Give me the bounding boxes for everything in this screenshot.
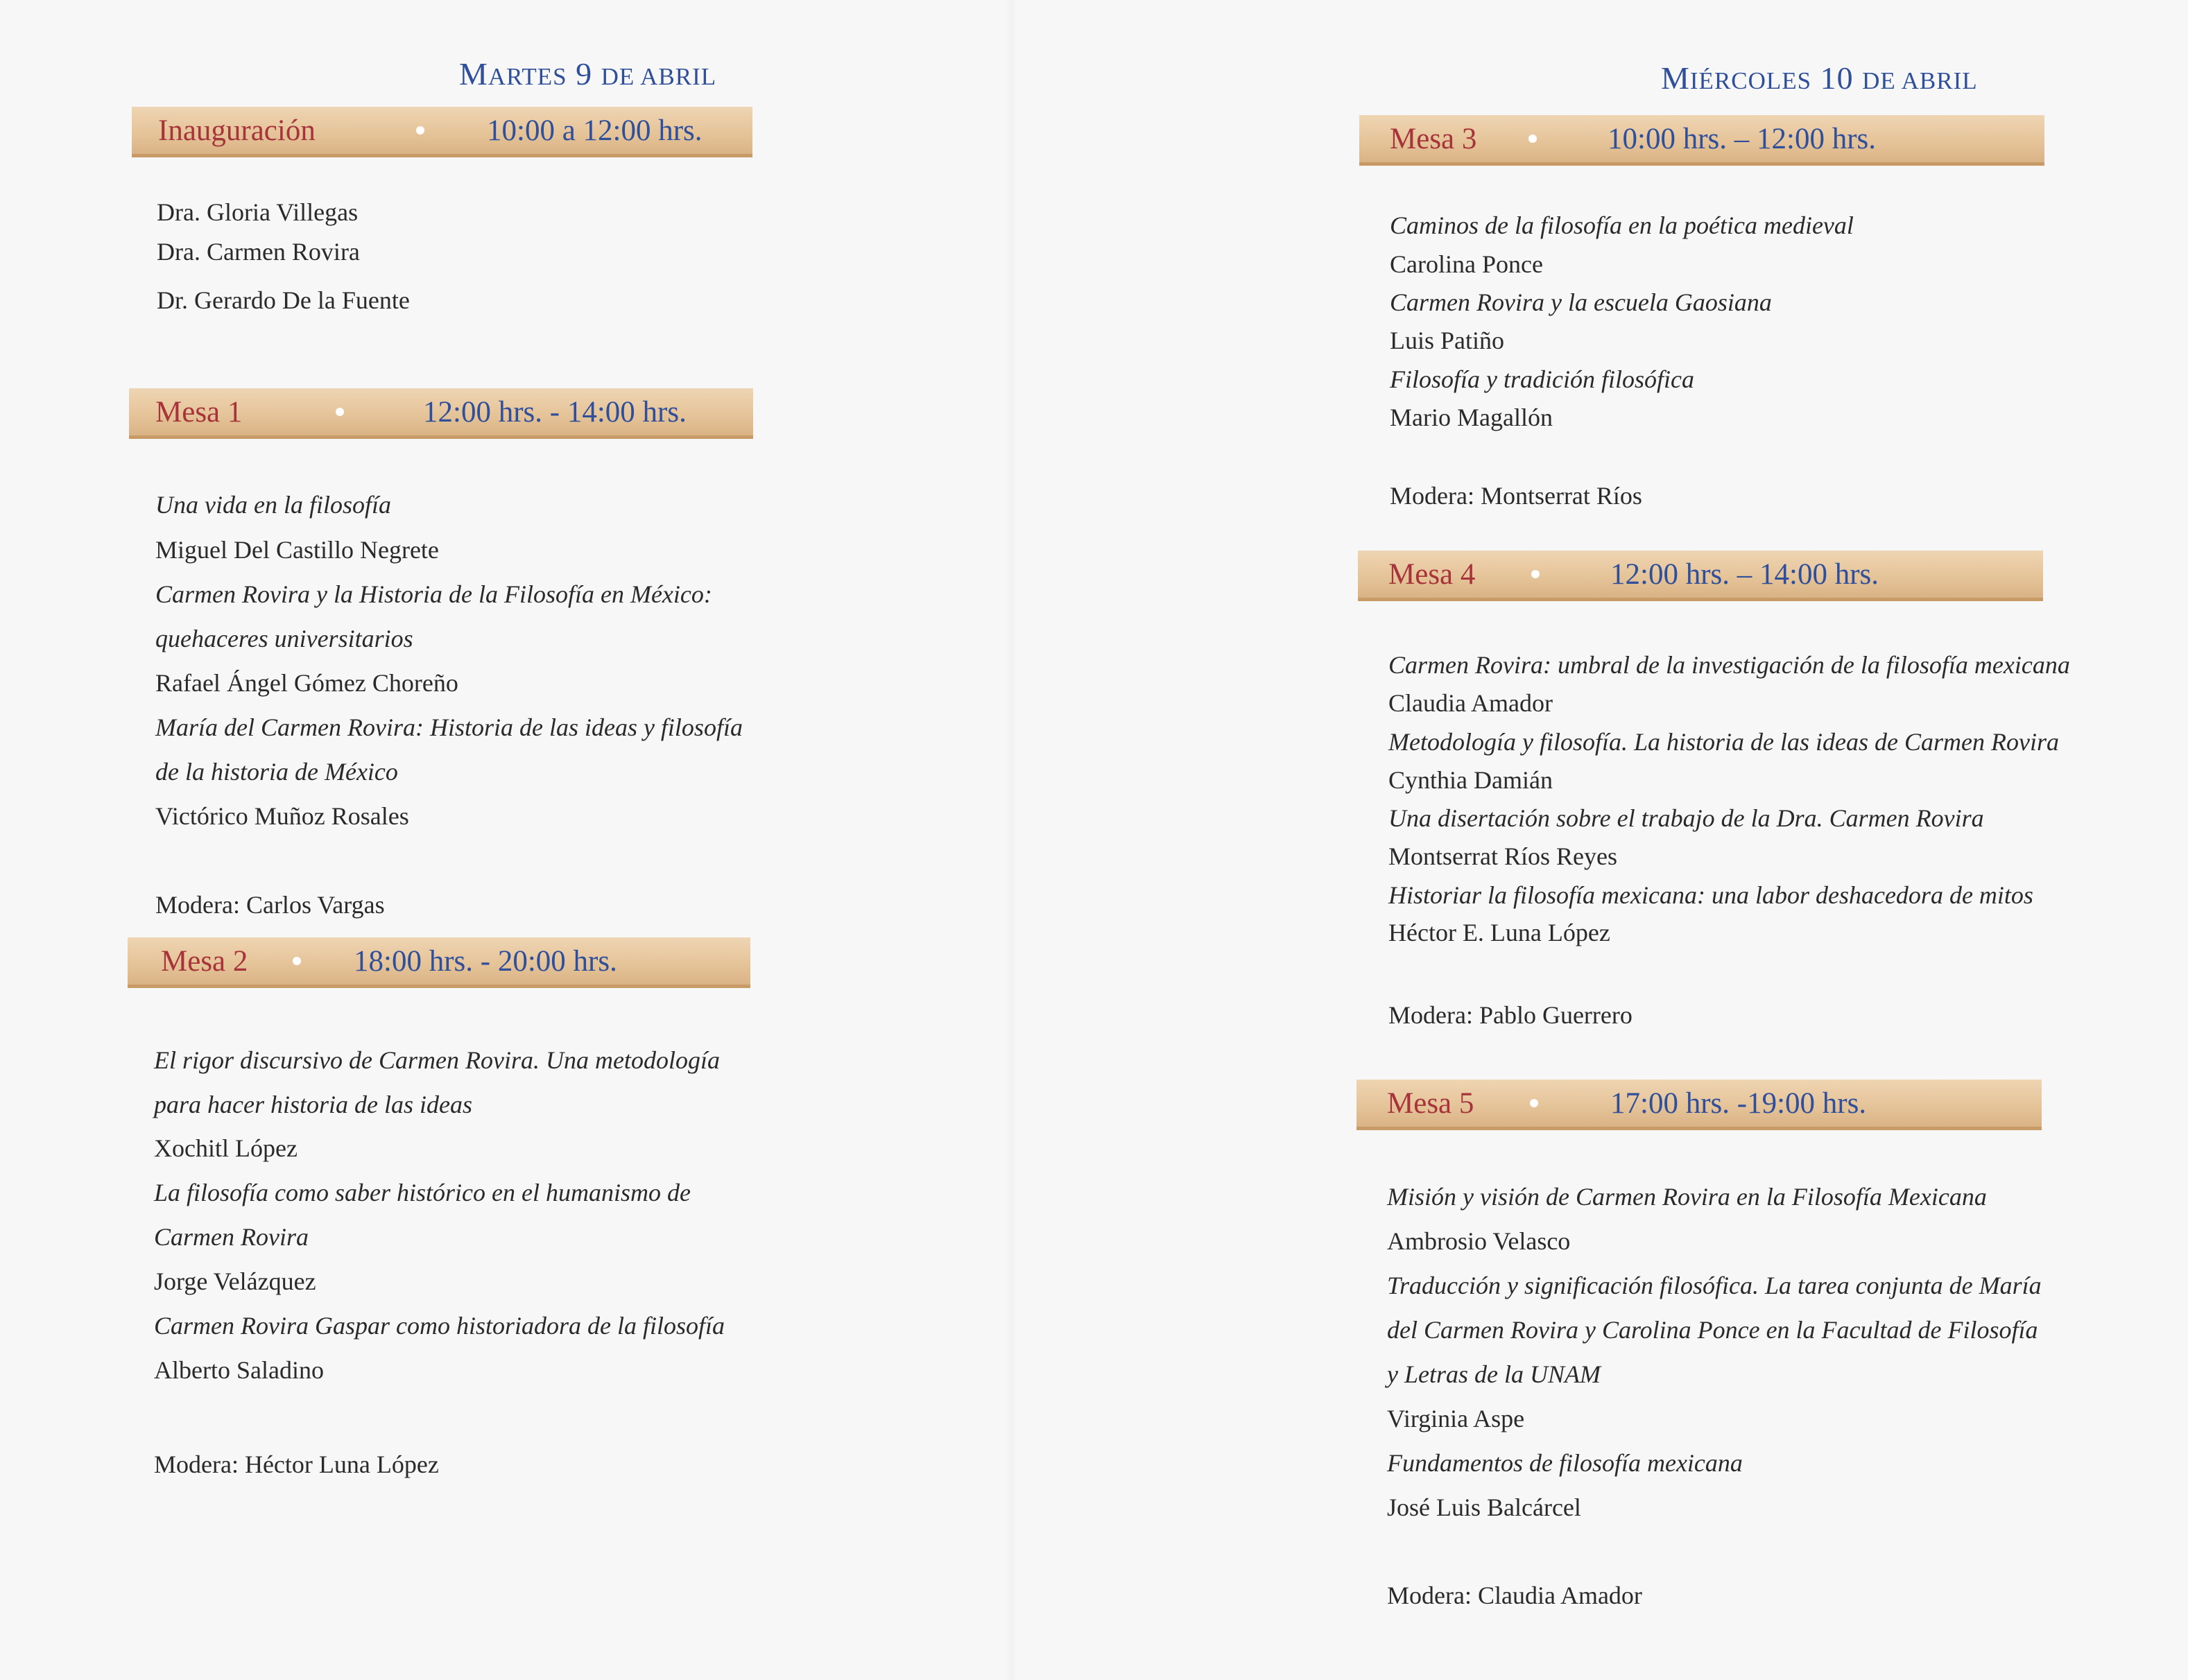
speaker-name: Victórico Muñoz Rosales [155, 802, 409, 830]
moderator: Modera: Héctor Luna López [154, 1450, 439, 1478]
talk-title: del Carmen Rovira y Carolina Ponce en la Facultad de Filosofía [1387, 1316, 2038, 1344]
talk-title: para hacer historia de las ideas [154, 1091, 472, 1118]
speaker-name: Alberto Saladino [154, 1356, 324, 1384]
talk-title: Una disertación sobre el trabajo de la Dra. Carmen Rovira [1388, 804, 1984, 832]
session-time: 12:00 hrs. - 14:00 hrs. [423, 396, 687, 428]
speaker-name: Jorge Velázquez [154, 1267, 316, 1295]
session-band-inauguracion [132, 107, 752, 154]
left-page [0, 0, 1082, 1680]
session-band-mesa-2 [128, 937, 750, 985]
talk-title: Filosofía y tradición filosófica [1390, 365, 1694, 393]
speaker-name: Xochitl López [154, 1134, 298, 1162]
talk-title: Traducción y significación filosófica. La tarea conjunta de María [1387, 1272, 2042, 1299]
session-time: 12:00 hrs. – 14:00 hrs. [1610, 558, 1879, 591]
entry-name: Dr. Gerardo De la Fuente [157, 286, 410, 314]
speaker-name: Montserrat Ríos Reyes [1388, 842, 1617, 870]
talk-title: Carmen Rovira y la Historia de la Filosofía en México: [155, 580, 712, 608]
speaker-name: Virginia Aspe [1387, 1405, 1525, 1432]
speaker-name: José Luis Balcárcel [1387, 1493, 1581, 1521]
bullet-dot [1528, 135, 1537, 143]
bullet-dot [1531, 570, 1540, 578]
talk-title: María del Carmen Rovira: Historia de las ideas y filosofía [155, 713, 743, 741]
talk-title: El rigor discursivo de Carmen Rovira. Una metodología [154, 1046, 720, 1074]
talk-title: Carmen Rovira: umbral de la investigación de la filosofía mexicana [1388, 651, 2070, 679]
talk-title: Una vida en la filosofía [155, 491, 391, 519]
speaker-name: Ambrosio Velasco [1387, 1227, 1571, 1255]
session-label: Mesa 1 [155, 396, 243, 428]
session-band-mesa-1 [129, 388, 753, 435]
session-time: 17:00 hrs. -19:00 hrs. [1610, 1087, 1867, 1120]
session-label: Mesa 4 [1388, 558, 1476, 591]
talk-title: y Letras de la UNAM [1387, 1360, 1601, 1388]
moderator: Modera: Carlos Vargas [155, 891, 385, 919]
talk-title: Metodología y filosofía. La historia de las ideas de Carmen Rovira [1388, 728, 2059, 756]
entry-name: Dra. Carmen Rovira [157, 238, 360, 266]
talk-title: La filosofía como saber histórico en el humanismo de [154, 1179, 691, 1206]
session-time: 10:00 a 12:00 hrs. [487, 114, 703, 147]
session-label: Mesa 5 [1387, 1087, 1474, 1120]
session-label: Inauguración [158, 114, 316, 147]
session-label: Mesa 3 [1390, 123, 1477, 155]
speaker-name: Héctor E. Luna López [1388, 919, 1610, 946]
session-band-mesa-4 [1358, 551, 2043, 598]
right-page [1082, 0, 2188, 1680]
day-title-wednesday: MIÉRCOLES 10 DE ABRIL [1661, 60, 1978, 96]
talk-title: Historiar la filosofía mexicana: una labor deshacedora de mitos [1388, 881, 2033, 909]
session-band-mesa-3 [1359, 115, 2044, 162]
session-band-mesa-5 [1356, 1080, 2042, 1127]
speaker-name: Claudia Amador [1388, 689, 1553, 717]
talk-title: Carmen Rovira [154, 1223, 309, 1251]
session-time: 10:00 hrs. – 12:00 hrs. [1608, 123, 1876, 155]
entry-name: Dra. Gloria Villegas [157, 198, 359, 226]
talk-title: Carmen Rovira y la escuela Gaosiana [1390, 288, 1772, 316]
moderator: Modera: Claudia Amador [1387, 1582, 1642, 1609]
talk-title: Misión y visión de Carmen Rovira en la Filosofía Mexicana [1387, 1183, 1987, 1211]
moderator: Modera: Montserrat Ríos [1390, 482, 1642, 510]
bullet-dot [1530, 1099, 1538, 1107]
session-time: 18:00 hrs. - 20:00 hrs. [354, 945, 617, 978]
speaker-name: Cynthia Damián [1388, 766, 1553, 794]
bullet-dot [416, 126, 424, 135]
speaker-name: Mario Magallón [1390, 404, 1553, 431]
speaker-name: Carolina Ponce [1390, 250, 1543, 278]
bullet-dot [336, 408, 344, 416]
talk-title: de la historia de México [155, 758, 398, 786]
session-label: Mesa 2 [161, 945, 248, 978]
moderator: Modera: Pablo Guerrero [1388, 1001, 1633, 1029]
talk-title: quehaceres universitarios [155, 625, 413, 652]
talk-title: Fundamentos de filosofía mexicana [1387, 1449, 1743, 1477]
day-title-tuesday: MARTES 9 DE ABRIL [459, 56, 717, 92]
speaker-name: Rafael Ángel Gómez Choreño [155, 669, 458, 697]
talk-title: Caminos de la filosofía en la poética medieval [1390, 211, 1854, 239]
speaker-name: Miguel Del Castillo Negrete [155, 536, 439, 564]
bullet-dot [293, 957, 301, 965]
talk-title: Carmen Rovira Gaspar como historiadora de la filosofía [154, 1312, 725, 1340]
speaker-name: Luis Patiño [1390, 327, 1505, 354]
